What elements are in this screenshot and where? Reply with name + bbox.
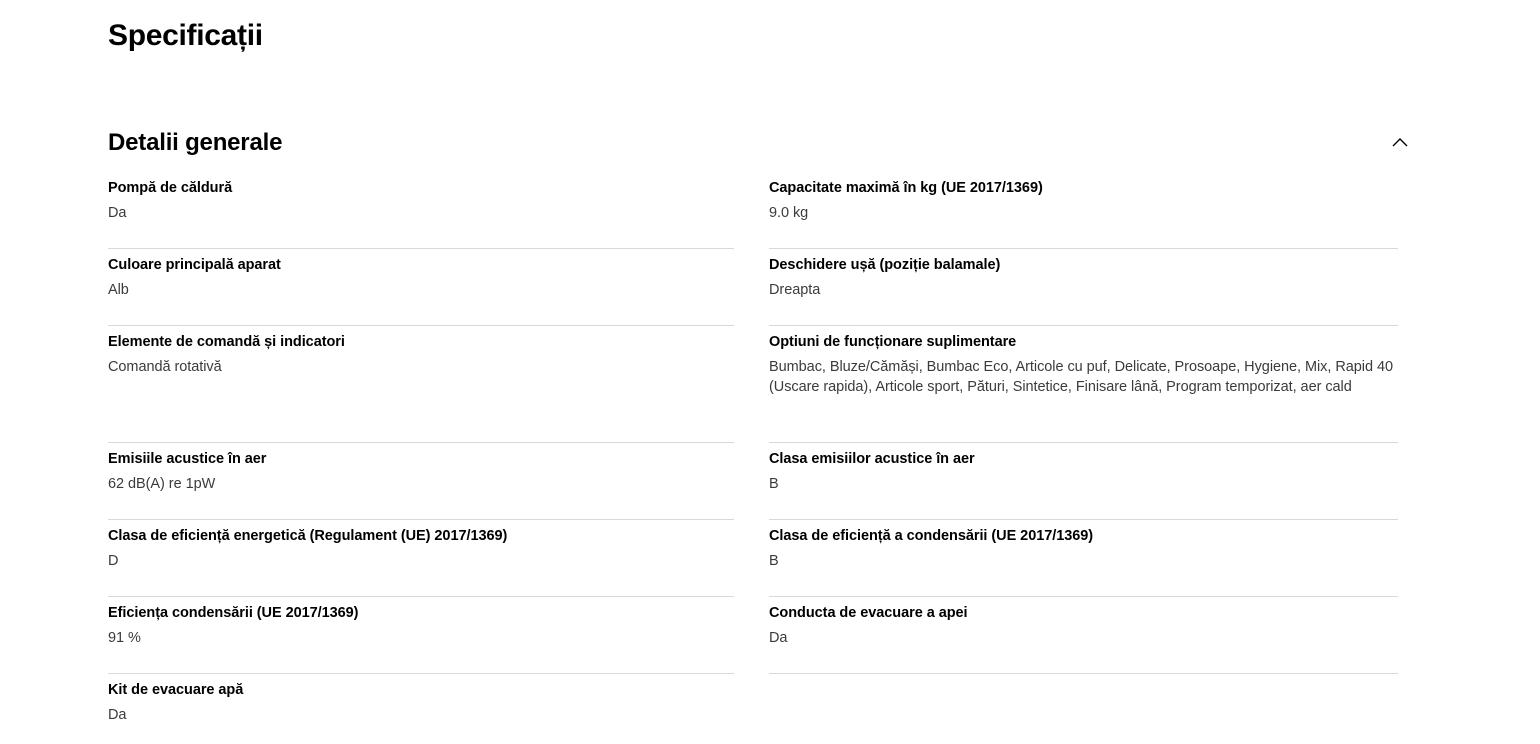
section-header-toggle[interactable] bbox=[108, 128, 1413, 158]
spec-value: D bbox=[108, 553, 119, 569]
spec-label: Kit de evacuare apă bbox=[108, 682, 244, 698]
spec-row bbox=[108, 443, 734, 520]
spec-value: 9.0 kg bbox=[769, 205, 809, 221]
spec-label: Capacitate maximă în kg (UE 2017/1369) bbox=[769, 180, 1043, 196]
spec-value: Dreapta bbox=[769, 282, 821, 298]
section-title: Detalii generale bbox=[108, 129, 283, 156]
page-title: Specificații bbox=[108, 19, 263, 52]
spec-row bbox=[108, 178, 734, 249]
spec-label: Elemente de comandă și indicatori bbox=[108, 334, 345, 350]
spec-row bbox=[108, 597, 734, 674]
spec-label: Clasa de eficiență a condensării (UE 2017/1369) bbox=[769, 528, 1094, 544]
specifications-grid bbox=[108, 178, 1413, 735]
specifications-column-left bbox=[108, 178, 752, 735]
spec-value: Da bbox=[108, 707, 127, 723]
spec-value: 62 dB(A) re 1pW bbox=[108, 476, 216, 492]
spec-label: Optiuni de funcționare suplimentare bbox=[769, 334, 1017, 350]
spec-row bbox=[769, 597, 1398, 674]
spec-label: Emisiile acustice în aer bbox=[108, 451, 267, 467]
spec-value: Alb bbox=[108, 282, 129, 298]
spec-value: Da bbox=[769, 630, 788, 646]
spec-row bbox=[108, 249, 734, 326]
spec-label: Pompă de căldură bbox=[108, 180, 233, 196]
spec-row bbox=[769, 520, 1398, 597]
spec-row bbox=[769, 178, 1398, 249]
spec-label: Culoare principală aparat bbox=[108, 257, 281, 273]
spec-label: Conducta de evacuare a apei bbox=[769, 605, 968, 621]
spec-value: 91 % bbox=[108, 630, 141, 646]
spec-value: B bbox=[769, 476, 779, 492]
spec-label: Eficiența condensării (UE 2017/1369) bbox=[108, 605, 359, 621]
spec-row bbox=[769, 443, 1398, 520]
spec-row bbox=[108, 674, 734, 735]
chevron-up-icon[interactable] bbox=[1389, 132, 1411, 154]
spec-value: B bbox=[769, 553, 779, 569]
spec-label: Clasa de eficiență energetică (Regulament (UE) 2017/1369) bbox=[108, 528, 508, 544]
spec-value: Bumbac, Bluze/Cămăși, Bumbac Eco, Articole cu puf, Delicate, Prosoape, Hygiene, Mix, Rapid 40 (Uscare rapida), Articole sport, Pături, Sintetice, Finisare lână, Program temporizat, aer cald bbox=[769, 359, 1393, 395]
spec-row bbox=[108, 520, 734, 597]
section-detalii-generale bbox=[108, 128, 1432, 735]
spec-value: Da bbox=[108, 205, 127, 221]
specifications-column-right bbox=[753, 178, 1398, 735]
spec-row bbox=[108, 326, 734, 443]
spec-row bbox=[769, 249, 1398, 326]
spec-value: Comandă rotativă bbox=[108, 359, 222, 375]
spec-label: Deschidere ușă (poziție balamale) bbox=[769, 257, 1001, 273]
spec-row bbox=[769, 326, 1398, 443]
spec-label: Clasa emisiilor acustice în aer bbox=[769, 451, 975, 467]
